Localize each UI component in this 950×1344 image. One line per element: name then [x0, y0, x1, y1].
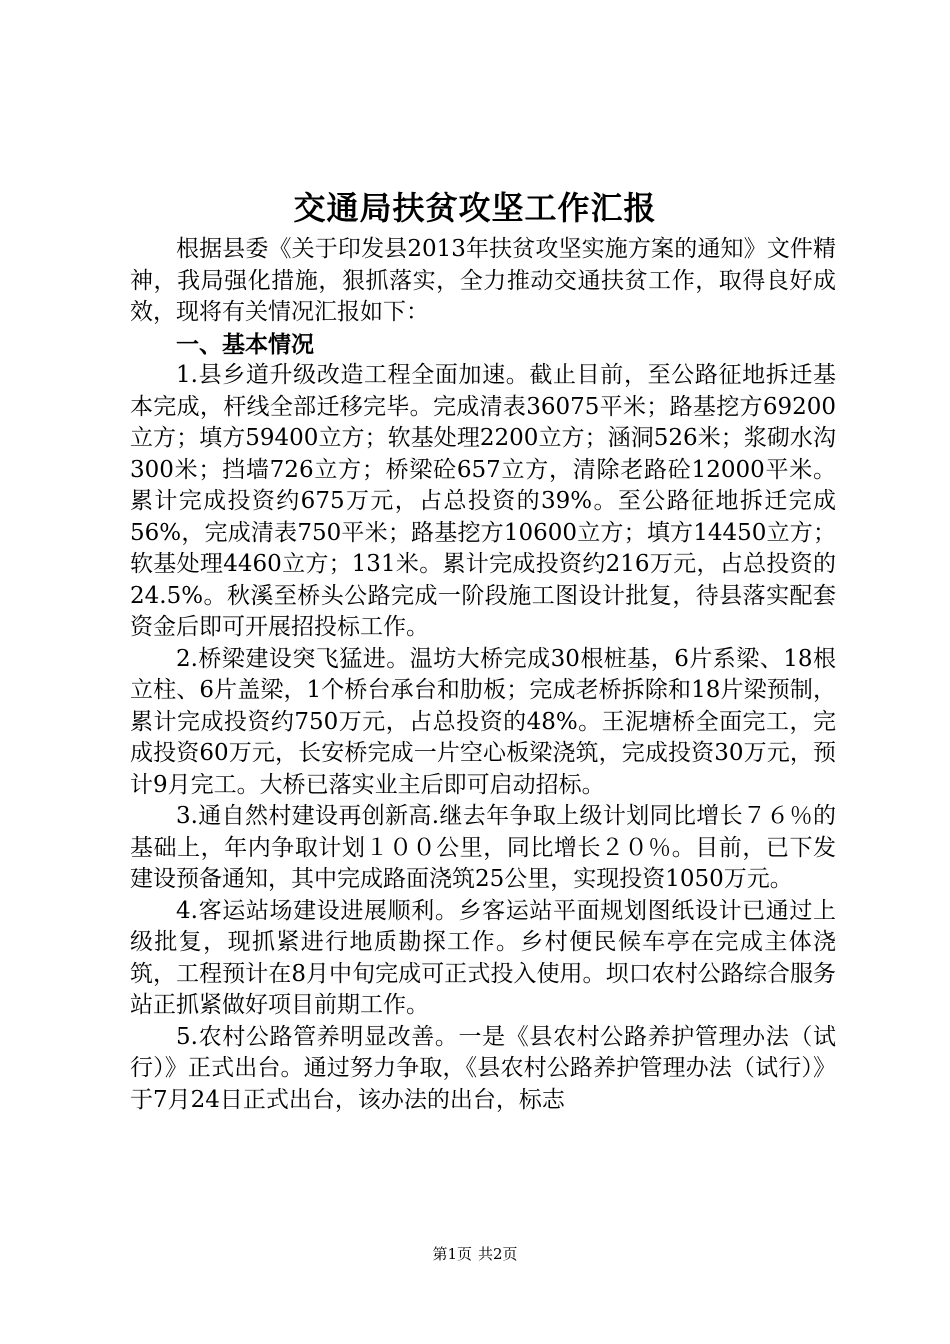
intro-paragraph: 根据县委《关于印发县2013年扶贫攻坚实施方案的通知》文件精神，我局强化措施，狠抓落实，全力推动交通扶贫工作，取得良好成效，现将有关情况汇报如下： — [130, 236, 836, 325]
page-footer — [0, 1244, 950, 1264]
page-number: 第1页 — [432, 1245, 472, 1263]
page-total: 共2页 — [478, 1245, 518, 1263]
document-body — [130, 234, 836, 1116]
paragraph-4: 4.客运站场建设进展顺利。乡客运站平面规划图纸设计已通过上级批复，现抓紧进行地质勘探工作。乡村便民候车亭在完成主体浇筑，工程预计在8月中旬完成可正式投入使用。坝口农村公路综合服务站正抓紧做好项目前期工作。 — [130, 897, 836, 1018]
section-heading: 一、基本情况 — [176, 330, 314, 358]
paragraph-5: 5.农村公路管养明显改善。一是《县农村公路养护管理办法（试行）》正式出台。通过努力争取，《县农村公路养护管理办法（试行）》于7月24日正式出台，该办法的出台，标志 — [130, 1023, 836, 1113]
paragraph-1: 1.县乡道升级改造工程全面加速。截止目前，至公路征地拆迁基本完成，杆线全部迁移完毕。完成清表36075平米；路基挖方69200立方；填方59400立方；软基处理2200立方；涵洞526米；浆砌水沟300米；挡墙726立方；桥梁砼657立方，清除老路砼12000平米。累计完成投资约675万元，占总投资的39%。至公路征地拆迁完成56%，完成清表750平米；路基挖方10600立方；填方14450立方；软基处理4460立方；131米。累计完成投资约216万元，占总投资的24.5%。秋溪至桥头公路完成一阶段施工图设计批复，待县落实配套资金后即可开展招投标工作。 — [130, 362, 836, 640]
paragraph-3: 3.通自然村建设再创新高.继去年争取上级计划同比增长７６％的基础上，年内争取计划１００公里，同比增长２０％。目前，已下发建设预备通知，其中完成路面浇筑25公里，实现投资1050万元。 — [130, 803, 836, 892]
paragraph-2: 2.桥梁建设突飞猛进。温坊大桥完成30根桩基，6片系梁、18根立柱、6片盖梁，1个桥台承台和肋板；完成老桥拆除和18片梁预制，累计完成投资约750万元，占总投资的48%。王泥塘桥全面完工，完成投资60万元，长安桥完成一片空心板梁浇筑，完成投资30万元，预计9月完工。大桥已落实业主后即可启动招标。 — [130, 645, 836, 798]
document-title: 交通局扶贫攻坚工作汇报 — [293, 189, 657, 227]
